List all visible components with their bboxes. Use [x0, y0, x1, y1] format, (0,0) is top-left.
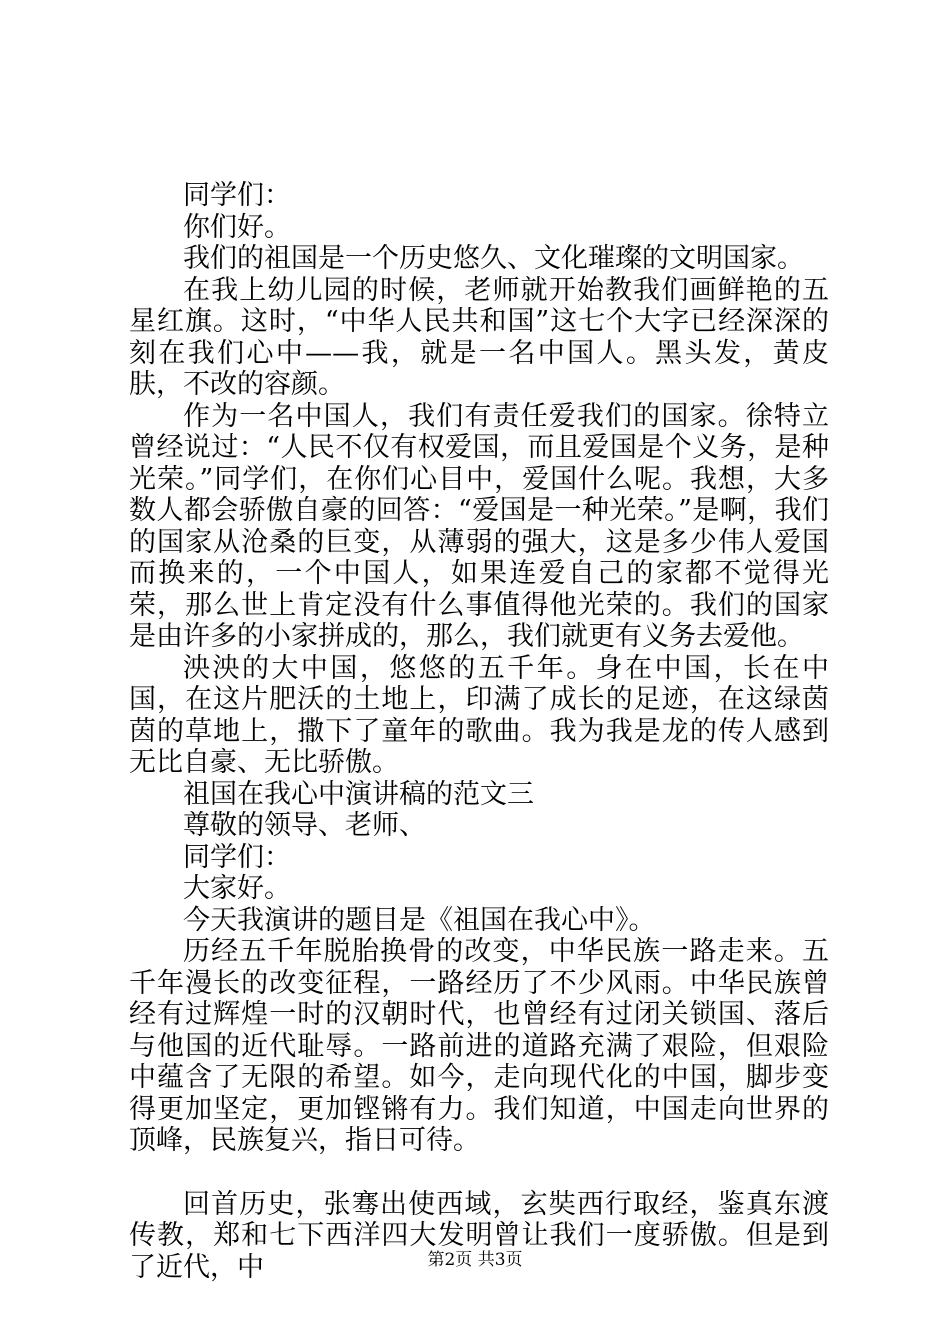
salutation-paragraph: 同学们： [183, 841, 291, 873]
section-title: 祖国在我心中演讲稿的范文三 [183, 778, 534, 810]
body-paragraph: 我们的祖国是一个历史悠久、文化璀璨的文明国家。 [183, 243, 804, 274]
body-paragraph: 回首历史，张骞出使西域，玄奘西行取经，鉴真东渡传教，郑和七下西洋四大发明曾让我们一度骄傲。但是到了近代，中 [129, 1188, 829, 1283]
body-paragraph: 在我上幼儿园的时候，老师就开始教我们画鲜艳的五星红旗。这时，“中华人民共和国”这七个大字已经深深的刻在我们心中——我，就是一名中国人。黑头发，黄皮肤，不改的容颜。 [129, 274, 829, 400]
page-number-footer: 第2页 共3页 [427, 1250, 523, 1270]
body-paragraph: 作为一名中国人，我们有责任爱我们的国家。徐特立曾经说过：“人民不仅有权爱国，而且爱国是个义务，是种光荣。”同学们，在你们心目中，爱国什么呢。我想，大多数人都会骄傲自豪的回答：“爱国是一种光荣。”是啊，我们的国家从沧桑的巨变，从薄弱的强大，这是多少伟人爱国而换来的，一个中国人，如果连爱自己的家都不觉得光荣，那么世上肯定没有什么事值得他光荣的。我们的国家是由许多的小家拼成的，那么，我们就更有义务去爱他。 [129, 400, 829, 652]
body-paragraph: 泱泱的大中国，悠悠的五千年。身在中国，长在中国，在这片肥沃的土地上，印满了成长的足迹，在这绿茵茵的草地上，撒下了童年的歌曲。我为我是龙的传人感到无比自豪、无比骄傲。 [129, 652, 829, 778]
salutation-paragraph: 同学们： [183, 180, 291, 211]
salutation-paragraph: 尊敬的领导、老师、 [183, 810, 426, 841]
body-paragraph: 今天我演讲的题目是《祖国在我心中》。 [183, 904, 656, 936]
greeting-paragraph: 你们好。 [183, 211, 291, 243]
greeting-paragraph: 大家好。 [183, 873, 291, 904]
body-paragraph: 历经五千年脱胎换骨的改变，中华民族一路走来。五千年漫长的改变征程，一路经历了不少风雨。中华民族曾经有过辉煌一时的汉朝时代，也曾经有过闭关锁国、落后与他国的近代耻辱。一路前进的道路充满了艰险，但艰险中蕴含了无限的希望。如今，走向现代化的中国，脚步变得更加坚定，更加铿锵有力。我们知道，中国走向世界的顶峰，民族复兴，指日可待。 [129, 936, 829, 1156]
document-body [129, 180, 829, 1283]
